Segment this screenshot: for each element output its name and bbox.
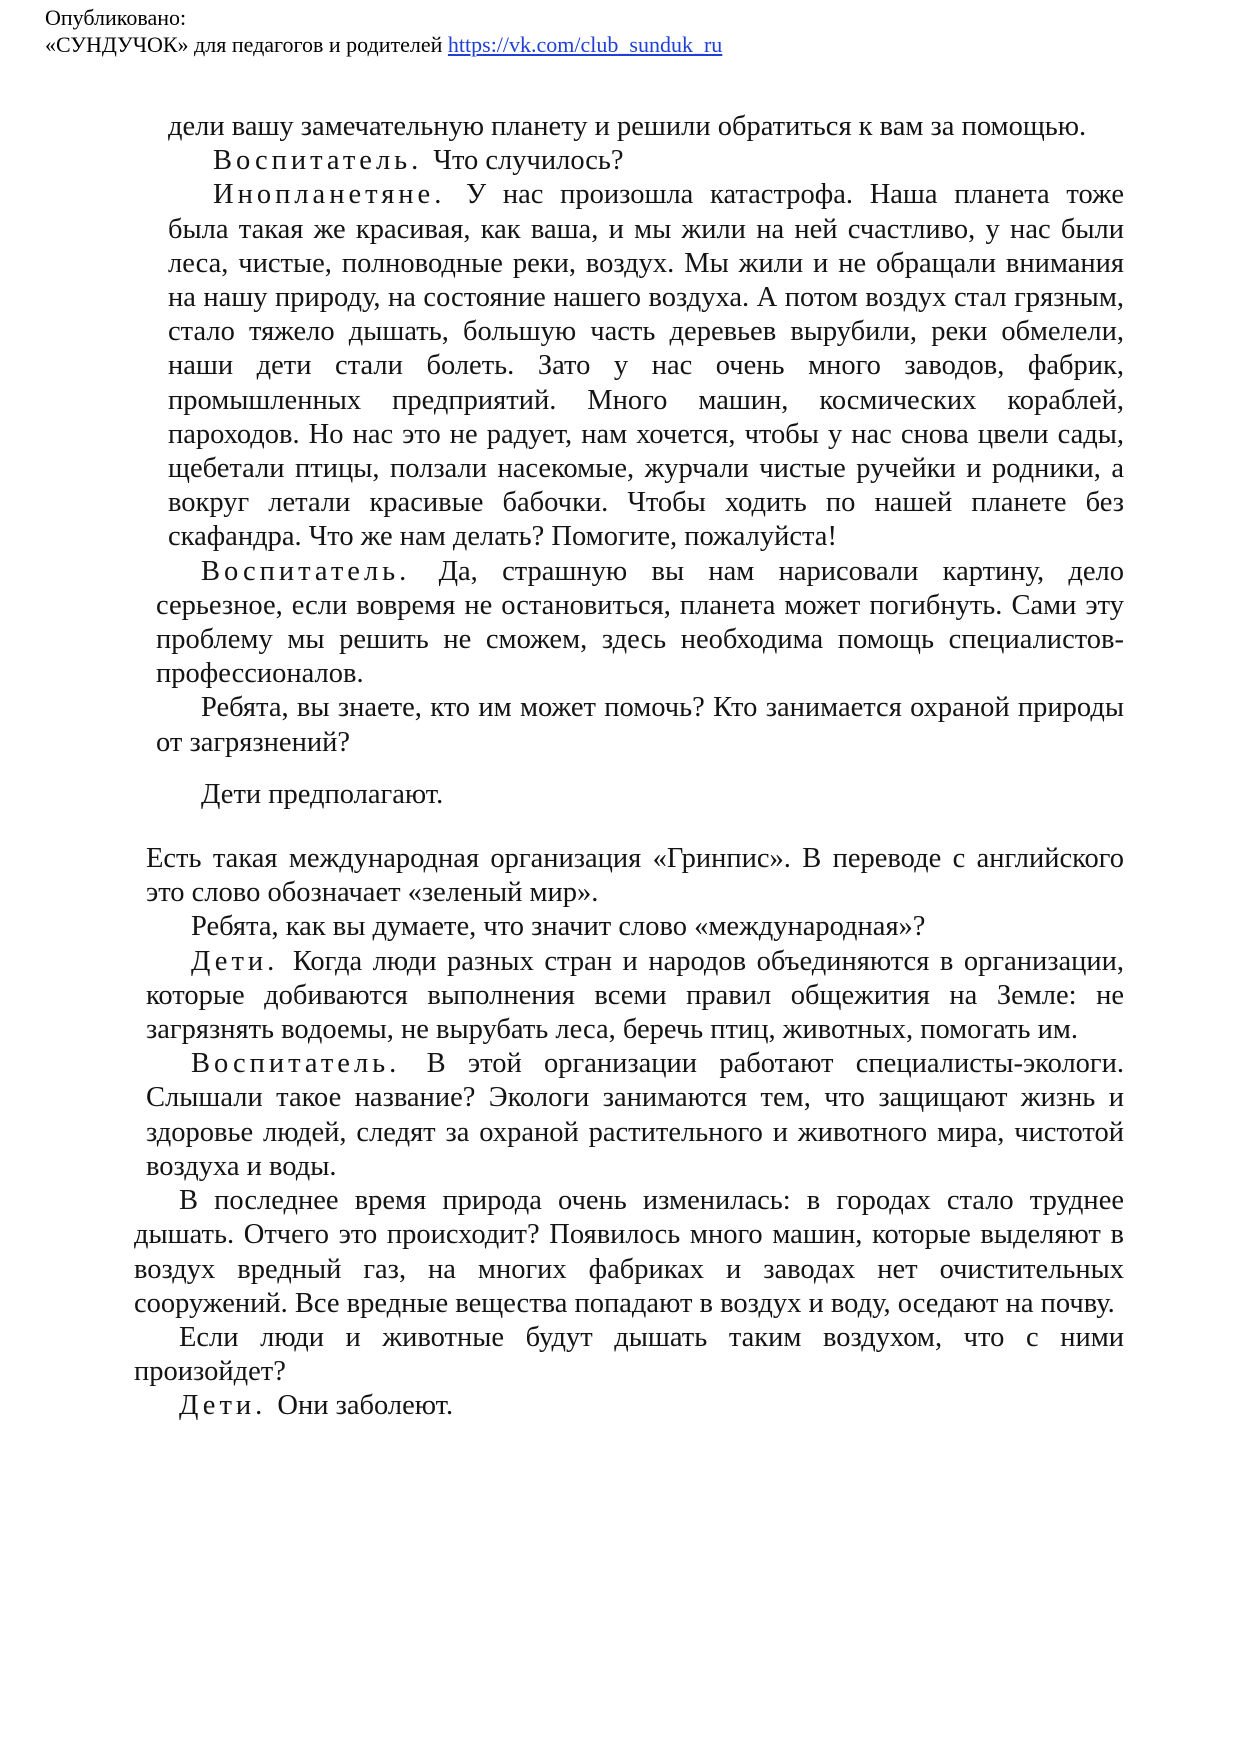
publication-header: [45, 4, 722, 58]
paragraph-1: [168, 110, 1124, 144]
document-page: [134, 110, 1125, 1424]
paragraph-3: [168, 178, 1124, 554]
paragraph-13: [134, 1389, 1124, 1423]
paragraph-5: [156, 691, 1124, 759]
paragraph-text: Есть такая международная организация «Гринпис». В переводе с английского это слово обозначает «зеленый мир».: [146, 843, 1124, 909]
paragraph-text: Ребята, вы знаете, кто им может помочь? Кто занимается охраной природы от загрязнений?: [156, 692, 1124, 758]
speaker-label: Дети.: [179, 1390, 267, 1422]
paragraph-text: дели вашу замечательную планету и решили обратиться к вам за помощью.: [168, 111, 1087, 142]
source-line: [45, 31, 722, 58]
paragraph-text: Если люди и животные будут дышать таким воздухом, что с ними произойдет?: [134, 1321, 1124, 1388]
paragraph-12: [134, 1321, 1124, 1389]
paragraph-7: [146, 842, 1124, 910]
vk-link[interactable]: https://vk.com/club_sunduk_ru: [447, 32, 723, 57]
paragraph-text: Дети предполагают.: [201, 778, 444, 810]
paragraph-6: [156, 778, 1124, 812]
paragraph-text: Они заболеют.: [277, 1390, 454, 1422]
speaker-label: Воспитатель.: [201, 555, 411, 587]
paragraph-9: [146, 945, 1124, 1048]
paragraph-text: У нас произошла катастрофа. Наша планета тоже была такая же красивая, как ваша, и мы жили на ней счастливо, у нас были леса, чистые, полноводные реки, воздух. Мы жили и не обращали внимания на нашу природу, на состояние нашего воздуха. А потом воздух стал грязным, стало тяжело дышать, большую часть деревьев вырубили, реки обмелели, наши дети стали болеть. Зато у нас очень много заводов, фабрик, промышленных предприятий. Много машин, космических кораблей, пароходов. Но нас это не радует, нам хочется, чтобы у нас снова цвели сады, щебетали птицы, ползали насекомые, журчали чистые ручейки и родники, а вокруг летали красивые бабочки. Чтобы ходить по нашей планете без скафандра. Что же нам делать? Помогите, пожалуйста!: [168, 179, 1124, 553]
speaker-label: Инопланетяне.: [213, 179, 446, 211]
paragraph-text: Когда люди разных стран и народов объединяются в организации, которые добиваются выполнения всеми правил общежития на Земле: не загрязнять водоемы, не вырубать леса, беречь птиц, животных, помогать им.: [146, 945, 1125, 1046]
paragraph-text: В этой организации работают специалисты-экологи. Слышали такое название? Экологи занимаются тем, что защищают жизнь и здоровье людей, следят за охраной растительного и животного мира, чистотой воздуха и воды.: [146, 1048, 1124, 1182]
source-name: «СУНДУЧОК» для педагогов и родителей: [45, 32, 443, 57]
speaker-label: Воспитатель.: [213, 145, 423, 177]
paragraph-text: Что случилось?: [433, 145, 624, 177]
published-label: Опубликовано:: [45, 5, 187, 30]
speaker-label: Дети.: [191, 945, 279, 977]
speaker-label: Воспитатель.: [191, 1048, 401, 1080]
paragraph-4: [156, 555, 1124, 692]
paragraph-10: [146, 1047, 1124, 1184]
paragraph-text: В последнее время природа очень изменилась: в городах стало труднее дышать. Отчего это происходит? Появилось много машин, которые выделяют в воздух вредный газ, на многих фабриках и заводах нет очистительных сооружений. Все вредные вещества попадают в воздух и воду, оседают на почву.: [134, 1185, 1124, 1319]
paragraph-11: [134, 1184, 1124, 1321]
paragraph-text: Ребята, как вы думаете, что значит слово «международная»?: [191, 911, 926, 943]
paragraph-8: [146, 910, 1124, 944]
paragraph-text: Да, страшную вы нам нарисовали картину, дело серьезное, если вовремя не остановиться, планета может погибнуть. Сами эту проблему мы решить не сможем, здесь необходима помощь специалистов-профессионалов.: [156, 555, 1124, 690]
paragraph-2: [168, 144, 1124, 178]
